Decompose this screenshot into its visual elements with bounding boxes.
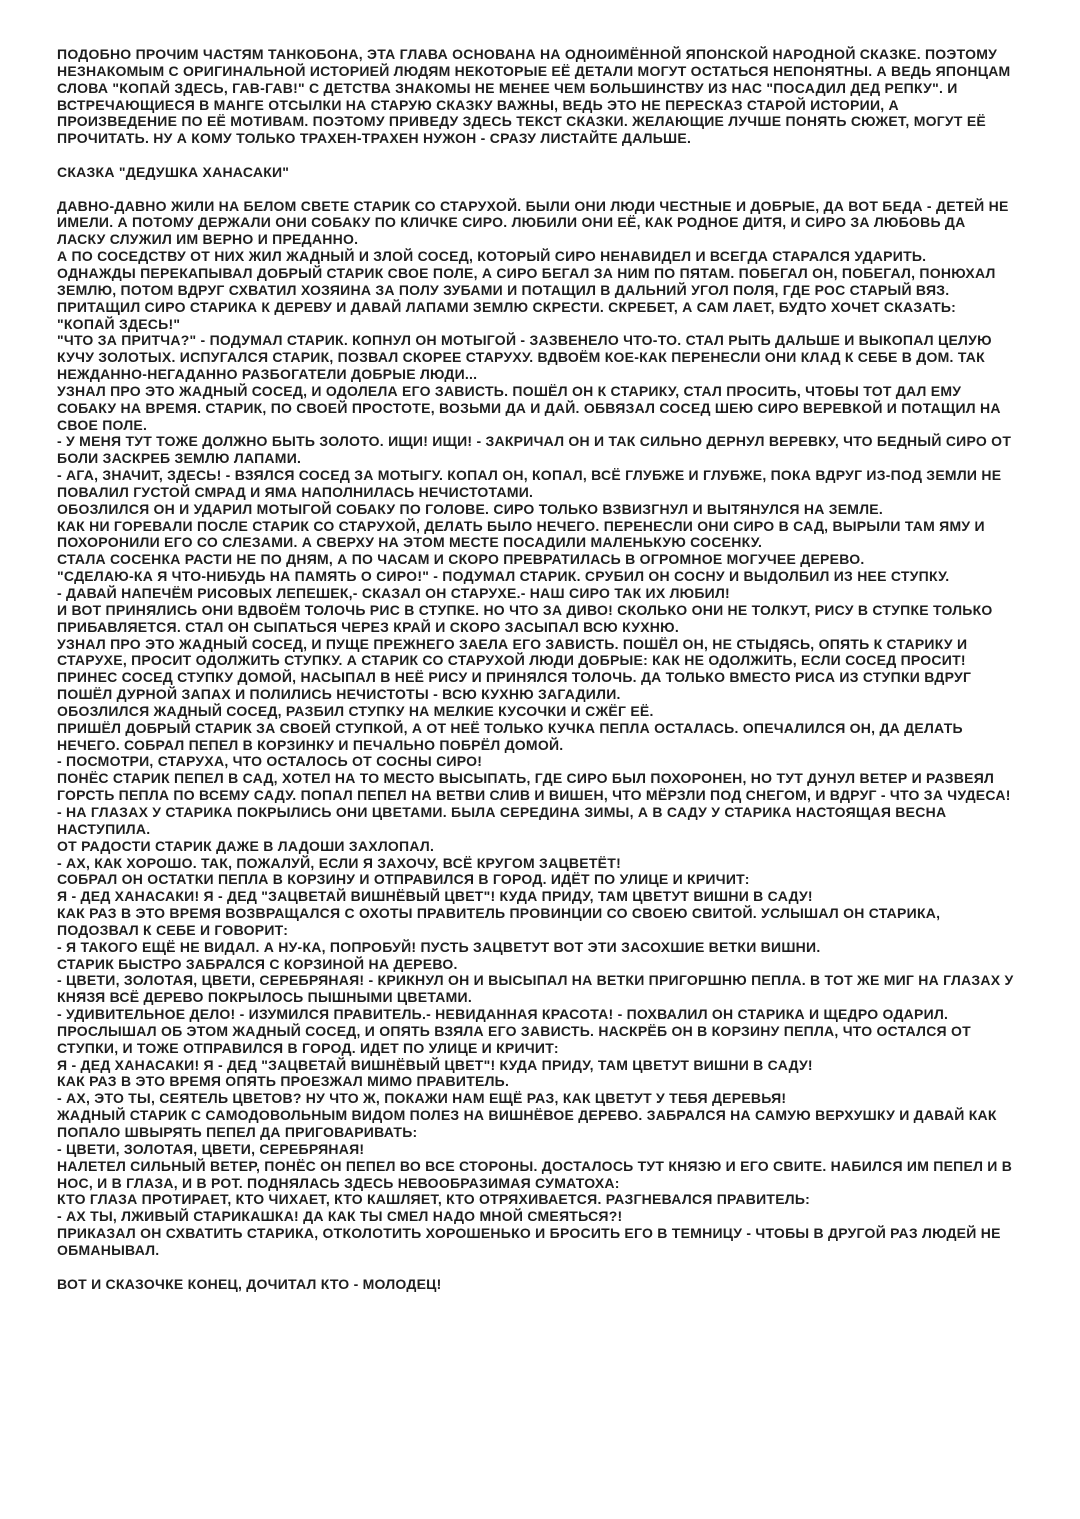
tale-paragraph: ПРИШЁЛ ДОБРЫЙ СТАРИК ЗА СВОЕЙ СТУПКОЙ, А ОТ НЕЁ ТОЛЬКО КУЧКА ПЕПЛА ОСТАЛАСЬ. ОПЕЧАЛИЛСЯ ОН, ДА ДЕЛАТЬ НЕЧЕГО. СОБРАЛ ПЕПЕЛ В КОРЗИНКУ И ПЕЧАЛЬНО ПОБРЁЛ ДОМОЙ. xyxy=(57,719,963,753)
tale-paragraph: КАК РАЗ В ЭТО ВРЕМЯ ВОЗВРАЩАЛСЯ С ОХОТЫ ПРАВИТЕЛЬ ПРОВИНЦИИ СО СВОЕЮ СВИТОЙ. УСЛЫШАЛ ОН СТАРИКА, ПОДОЗВАЛ К СЕБЕ И ГОВОРИТ: xyxy=(57,905,941,938)
tale-paragraph: - АХ ТЫ, ЛЖИВЫЙ СТАРИКАШКА! ДА КАК ТЫ СМЕЛ НАДО МНОЙ СМЕЯТЬСЯ?! xyxy=(57,1208,623,1225)
tale-paragraph: - ЦВЕТИ, ЗОЛОТАЯ, ЦВЕТИ, СЕРЕБРЯНАЯ! xyxy=(57,1140,365,1157)
tale-paragraph: Я - ДЕД ХАНАСАКИ! Я - ДЕД "ЗАЦВЕТАЙ ВИШНЁВЫЙ ЦВЕТ"! КУДА ПРИДУ, ТАМ ЦВЕТУТ ВИШНИ В САДУ! xyxy=(57,888,813,905)
tale-ending: ВОТ И СКАЗОЧКЕ КОНЕЦ, ДОЧИТАЛ КТО - МОЛОДЕЦ! xyxy=(57,1275,442,1292)
tale-paragraph: - АХ, ЭТО ТЫ, СЕЯТЕЛЬ ЦВЕТОВ? НУ ЧТО Ж, ПОКАЖИ НАМ ЕЩЁ РАЗ, КАК ЦВЕТУТ У ТЕБЯ ДЕРЕВЬЯ! xyxy=(57,1090,787,1107)
tale-paragraph: - Я ТАКОГО ЕЩЁ НЕ ВИДАЛ. А НУ-КА, ПОПРОБУЙ! ПУСТЬ ЗАЦВЕТУТ ВОТ ЭТИ ЗАСОХШИЕ ВЕТКИ ВИШНИ. xyxy=(57,938,821,955)
tale-paragraph: СОБРАЛ ОН ОСТАТКИ ПЕПЛА В КОРЗИНУ И ОТПРАВИЛСЯ В ГОРОД. ИДЁТ ПО УЛИЦЕ И КРИЧИТ: xyxy=(57,871,750,888)
translator-note-intro: ПОДОБНО ПРОЧИМ ЧАСТЯМ ТАНКОБОНА, ЭТА ГЛАВА ОСНОВАНА НА ОДНОИМЁННОЙ ЯПОНСКОЙ НАРОДНОЙ СКАЗКЕ. ПОЭТОМУ НЕЗНАКОМЫМ С ОРИГИНАЛЬНОЙ ИСТОРИЕЙ ЛЮДЯМ НЕКОТОРЫЕ ЕЁ ДЕТАЛИ МОГУТ ОСТАТЬСЯ НЕПОНЯТНЫ. А ВЕДЬ ЯПОНЦАМ СЛОВА "КОПАЙ ЗДЕСЬ, ГАВ-ГАВ!" С ДЕТСТВА ЗНАКОМЫ НЕ МЕНЕЕ ЧЕМ БОЛЬШИНСТВУ ИЗ НАС "ПОСАДИЛ ДЕД РЕПКУ". И ВСТРЕЧАЮЩИЕСЯ В МАНГЕ ОТСЫЛКИ НА СТАРУЮ СКАЗКУ ВАЖНЫ, ВЕДЬ ЭТО НЕ ПЕРЕСКАЗ СТАРОЙ ИСТОРИИ, А ПРОИЗВЕДЕНИЕ ПО ЕЁ МОТИВАМ. ПОЭТОМУ ПРИВЕДУ ЗДЕСЬ ТЕКСТ СКАЗКИ. ЖЕЛАЮЩИЕ ЛУЧШЕ ПОНЯТЬ СЮЖЕТ, МОГУТ ЕЁ ПРОЧИТАТЬ. НУ А КОМУ ТОЛЬКО ТРАХЕН-ТРАХЕН НУЖОН - СРАЗУ ЛИСТАЙТЕ ДАЛЬШЕ. xyxy=(57,46,1011,147)
tale-paragraph: ДАВНО-ДАВНО ЖИЛИ НА БЕЛОМ СВЕТЕ СТАРИК СО СТАРУХОЙ. БЫЛИ ОНИ ЛЮДИ ЧЕСТНЫЕ И ДОБРЫЕ, ДА ВОТ БЕДА - ДЕТЕЙ НЕ ИМЕЛИ. А ПОТОМУ ДЕРЖАЛИ ОНИ СОБАКУ ПО КЛИЧКЕ СИРО. ЛЮБИЛИ ОНИ ЕЁ, КАК РОДНОЕ ДИТЯ, И СИРО ЗА ЛЮБОВЬ ДА ЛАСКУ СЛУЖИЛ ИМ ВЕРНО И ПРЕДАННО. xyxy=(57,197,1009,248)
tale-paragraph: ПРИНЕС СОСЕД СТУПКУ ДОМОЙ, НАСЫПАЛ В НЕЁ РИСУ И ПРИНЯЛСЯ ТОЛОЧЬ. ДА ТОЛЬКО ВМЕСТО РИСА ИЗ СТУПКИ ВДРУГ ПОШЁЛ ДУРНОЙ ЗАПАХ И ПОЛИЛИСЬ НЕЧИСТОТЫ - ВСЮ КУХНЮ ЗАГАДИЛИ. xyxy=(57,669,972,703)
tale-paragraph: - ЦВЕТИ, ЗОЛОТАЯ, ЦВЕТИ, СЕРЕБРЯНАЯ! - КРИКНУЛ ОН И ВЫСЫПАЛ НА ВЕТКИ ПРИГОРШНЮ ПЕПЛА. В ТОТ ЖЕ МИГ НА ГЛАЗАХ У КНЯЗЯ ВСЁ ДЕРЕВО ПОКРЫЛОСЬ ПЫШНЫМИ ЦВЕТАМИ. xyxy=(57,972,1014,1006)
tale-paragraph: И ВОТ ПРИНЯЛИСЬ ОНИ ВДВОЁМ ТОЛОЧЬ РИС В СТУПКЕ. НО ЧТО ЗА ДИВО! СКОЛЬКО ОНИ НЕ ТОЛКУТ, РИСУ В СТУПКЕ ТОЛЬКО ПРИБАВЛЯЕТСЯ. СТАЛ ОН СЫПАТЬСЯ ЧЕРЕЗ КРАЙ И СКОРО ЗАСЫПАЛ ВСЮ КУХНЮ. xyxy=(57,601,993,635)
tale-paragraph: ОБОЗЛИЛСЯ ОН И УДАРИЛ МОТЫГОЙ СОБАКУ ПО ГОЛОВЕ. СИРО ТОЛЬКО ВЗВИЗГНУЛ И ВЫТЯНУЛСЯ НА ЗЕМЛЕ. xyxy=(57,500,884,517)
tale-paragraph: КТО ГЛАЗА ПРОТИРАЕТ, КТО ЧИХАЕТ, КТО КАШЛЯЕТ, КТО ОТРЯХИВАЕТСЯ. РАЗГНЕВАЛСЯ ПРАВИТЕЛЬ: xyxy=(57,1191,811,1208)
tale-paragraph: ПОНЁС СТАРИК ПЕПЕЛ В САД, ХОТЕЛ НА ТО МЕСТО ВЫСЫПАТЬ, ГДЕ СИРО БЫЛ ПОХОРОНЕН, НО ТУТ ДУНУЛ ВЕТЕР И РАЗВЕЯЛ ГОРСТЬ ПЕПЛА ПО ВСЕМУ САДУ. ПОПАЛ ПЕПЕЛ НА ВЕТВИ СЛИВ И ВИШЕН, ЧТО МЁРЗЛИ ПОД СНЕГОМ, И ВДРУГ - ЧТО ЗА ЧУДЕСА! - НА ГЛАЗАХ У СТАРИКА ПОКРЫЛИСЬ ОНИ ЦВЕТАМИ. БЫЛА СЕРЕДИНА ЗИМЫ, А В САДУ У СТАРИКА НАСТОЯЩАЯ ВЕСНА НАСТУПИЛА. xyxy=(57,770,1011,837)
tale-paragraph: УЗНАЛ ПРО ЭТО ЖАДНЫЙ СОСЕД, И ПУЩЕ ПРЕЖНЕГО ЗАЕЛА ЕГО ЗАВИСТЬ. ПОШЁЛ ОН, НЕ СТЫДЯСЬ, ОПЯТЬ К СТАРИКУ И СТАРУХЕ, ПРОСИТ ОДОЛЖИТЬ СТУПКУ. А СТАРИК СО СТАРУХОЙ ЛЮДИ ДОБРЫЕ: КАК НЕ ОДОЛЖИТЬ, ЕСЛИ СОСЕД ПРОСИТ! xyxy=(57,635,968,669)
tale-paragraph: КАК НИ ГОРЕВАЛИ ПОСЛЕ СТАРИК СО СТАРУХОЙ, ДЕЛАТЬ БЫЛО НЕЧЕГО. ПЕРЕНЕСЛИ ОНИ СИРО В САД, ВЫРЫЛИ ТАМ ЯМУ И ПОХОРОНИЛИ ЕГО СО СЛЕЗАМИ. А СВЕРХУ НА ЭТОМ МЕСТЕ ПОСАДИЛИ МАЛЕНЬКУЮ СОСЕНКУ. xyxy=(57,517,985,551)
tale-paragraph: Я - ДЕД ХАНАСАКИ! Я - ДЕД "ЗАЦВЕТАЙ ВИШНЁВЫЙ ЦВЕТ"! КУДА ПРИДУ, ТАМ ЦВЕТУТ ВИШНИ В САДУ! xyxy=(57,1056,813,1073)
tale-body xyxy=(57,198,1014,1259)
tale-paragraph: ПРОСЛЫШАЛ ОБ ЭТОМ ЖАДНЫЙ СОСЕД, И ОПЯТЬ ВЗЯЛА ЕГО ЗАВИСТЬ. НАСКРЁБ ОН В КОРЗИНУ ПЕПЛА, ЧТО ОСТАЛСЯ ОТ СТУПКИ, И ТОЖЕ ОТПРАВИЛСЯ В ГОРОД. ИДЕТ ПО УЛИЦЕ И КРИЧИТ: xyxy=(57,1022,971,1056)
tale-paragraph: - АГА, ЗНАЧИТ, ЗДЕСЬ! - ВЗЯЛСЯ СОСЕД ЗА МОТЫГУ. КОПАЛ ОН, КОПАЛ, ВСЁ ГЛУБЖЕ И ГЛУБЖЕ, ПОКА ВДРУГ ИЗ-ПОД ЗЕМЛИ НЕ ПОВАЛИЛ ГУСТОЙ СМРАД И ЯМА НАПОЛНИЛАСЬ НЕЧИСТОТАМИ. xyxy=(57,467,1002,500)
tale-paragraph: СТАЛА СОСЕНКА РАСТИ НЕ ПО ДНЯМ, А ПО ЧАСАМ И СКОРО ПРЕВРАТИЛАСЬ В ОГРОМНОЕ МОГУЧЕЕ ДЕРЕВО. xyxy=(57,551,865,568)
tale-paragraph: "СДЕЛАЮ-КА Я ЧТО-НИБУДЬ НА ПАМЯТЬ О СИРО!" - ПОДУМАЛ СТАРИК. СРУБИЛ ОН СОСНУ И ВЫДОЛБИЛ ИЗ НЕЕ СТУПКУ. xyxy=(57,568,950,585)
tale-paragraph: ЖАДНЫЙ СТАРИК С САМОДОВОЛЬНЫМ ВИДОМ ПОЛЕЗ НА ВИШНЁВОЕ ДЕРЕВО. ЗАБРАЛСЯ НА САМУЮ ВЕРХУШКУ И ДАВАЙ КАК ПОПАЛО ШВЫРЯТЬ ПЕПЕЛ ДА ПРИГОВАРИВАТЬ: xyxy=(57,1107,997,1140)
tale-paragraph: СТАРИК БЫСТРО ЗАБРАЛСЯ С КОРЗИНОЙ НА ДЕРЕВО. xyxy=(57,955,458,972)
tale-paragraph: А ПО СОСЕДСТВУ ОТ НИХ ЖИЛ ЖАДНЫЙ И ЗЛОЙ СОСЕД, КОТОРЫЙ СИРО НЕНАВИДЕЛ И ВСЕГДА СТАРАЛСЯ УДАРИТЬ. xyxy=(57,248,927,265)
tale-paragraph: ОДНАЖДЫ ПЕРЕКАПЫВАЛ ДОБРЫЙ СТАРИК СВОЕ ПОЛЕ, А СИРО БЕГАЛ ЗА НИМ ПО ПЯТАМ. ПОБЕГАЛ ОН, ПОБЕГАЛ, ПОНЮХАЛ ЗЕМЛЮ, ПОТОМ ВДРУГ СХВАТИЛ ХОЗЯИНА ЗА ПОЛУ ЗУБАМИ И ПОТАЩИЛ В ДАЛЬНИЙ УГОЛ ПОЛЯ, ГДЕ РОС СТАРЫЙ ВЯЗ. ПРИТАЩИЛ СИРО СТАРИКА К ДЕРЕВУ И ДАВАЙ ЛАПАМИ ЗЕМЛЮ СКРЕСТИ. СКРЕБЕТ, А САМ ЛАЕТ, БУДТО ХОЧЕТ СКАЗАТЬ: "КОПАЙ ЗДЕСЬ!" xyxy=(57,264,996,332)
tale-paragraph: НАЛЕТЕЛ СИЛЬНЫЙ ВЕТЕР, ПОНЁС ОН ПЕПЕЛ ВО ВСЕ СТОРОНЫ. ДОСТАЛОСЬ ТУТ КНЯЗЮ И ЕГО СВИТЕ. НАБИЛСЯ ИМ ПЕПЕЛ И В НОС, И В ГЛАЗА, И В РОТ. ПОДНЯЛАСЬ ЗДЕСЬ НЕВООБРАЗИМАЯ СУМАТОХА: xyxy=(57,1157,1013,1191)
tale-paragraph: "ЧТО ЗА ПРИТЧА?" - ПОДУМАЛ СТАРИК. КОПНУЛ ОН МОТЫГОЙ - ЗАЗВЕНЕЛО ЧТО-ТО. СТАЛ РЫТЬ ДАЛЬШЕ И ВЫКОПАЛ ЦЕЛУЮ КУЧУ ЗОЛОТЫХ. ИСПУГАЛСЯ СТАРИК, ПОЗВАЛ СКОРЕЕ СТАРУХУ. ВДВОЁМ КОЕ-КАК ПЕРЕНЕСЛИ ОНИ КЛАД К СЕБЕ В ДОМ. ТАК НЕЖДАННО-НЕГАДАННО РАЗБОГАТЕЛИ ДОБРЫЕ ЛЮДИ... xyxy=(57,332,992,383)
tale-paragraph: УЗНАЛ ПРО ЭТО ЖАДНЫЙ СОСЕД, И ОДОЛЕЛА ЕГО ЗАВИСТЬ. ПОШЁЛ ОН К СТАРИКУ, СТАЛ ПРОСИТЬ, ЧТОБЫ ТОТ ДАЛ ЕМУ СОБАКУ НА ВРЕМЯ. СТАРИК, ПО СВОЕЙ ПРОСТОТЕ, ВОЗЬМИ ДА И ДАЙ. ОБВЯЗАЛ СОСЕД ШЕЮ СИРО ВЕРЕВКОЙ И ПОТАЩИЛ НА СВОЕ ПОЛЕ. xyxy=(57,382,1001,433)
tale-paragraph: ОБОЗЛИЛСЯ ЖАДНЫЙ СОСЕД, РАЗБИЛ СТУПКУ НА МЕЛКИЕ КУСОЧКИ И СЖЁГ ЕЁ. xyxy=(57,702,654,719)
tale-paragraph: ОТ РАДОСТИ СТАРИК ДАЖЕ В ЛАДОШИ ЗАХЛОПАЛ. xyxy=(57,837,435,854)
tale-paragraph: - АХ, КАК ХОРОШО. ТАК, ПОЖАЛУЙ, ЕСЛИ Я ЗАХОЧУ, ВСЁ КРУГОМ ЗАЦВЕТЁТ! xyxy=(57,854,621,871)
tale-title: СКАЗКА "ДЕДУШКА ХАНАСАКИ" xyxy=(57,163,290,180)
tale-paragraph: - У МЕНЯ ТУТ ТОЖЕ ДОЛЖНО БЫТЬ ЗОЛОТО. ИЩИ! ИЩИ! - ЗАКРИЧАЛ ОН И ТАК СИЛЬНО ДЕРНУЛ ВЕРЕВКУ, ЧТО БЕДНЫЙ СИРО ОТ БОЛИ ЗАСКРЕБ ЗЕМЛЮ ЛАПАМИ. xyxy=(57,433,1012,467)
tale-paragraph: - ДАВАЙ НАПЕЧЁМ РИСОВЫХ ЛЕПЕШЕК,- СКАЗАЛ ОН СТАРУХЕ.- НАШ СИРО ТАК ИХ ЛЮБИЛ! xyxy=(57,585,730,601)
tale-paragraph: - ПОСМОТРИ, СТАРУХА, ЧТО ОСТАЛОСЬ ОТ СОСНЫ СИРО! xyxy=(57,753,483,770)
tale-paragraph: КАК РАЗ В ЭТО ВРЕМЯ ОПЯТЬ ПРОЕЗЖАЛ МИМО ПРАВИТЕЛЬ. xyxy=(57,1073,510,1090)
tale-paragraph: ПРИКАЗАЛ ОН СХВАТИТЬ СТАРИКА, ОТКОЛОТИТЬ ХОРОШЕНЬКО И БРОСИТЬ ЕГО В ТЕМНИЦУ - ЧТОБЫ В ДРУГОЙ РАЗ ЛЮДЕЙ НЕ ОБМАНЫВАЛ. xyxy=(57,1225,1001,1258)
tale-paragraph: - УДИВИТЕЛЬНОЕ ДЕЛО! - ИЗУМИЛСЯ ПРАВИТЕЛЬ.- НЕВИДАННАЯ КРАСОТА! - ПОХВАЛИЛ ОН СТАРИКА И ЩЕДРО ОДАРИЛ. xyxy=(57,1006,949,1023)
